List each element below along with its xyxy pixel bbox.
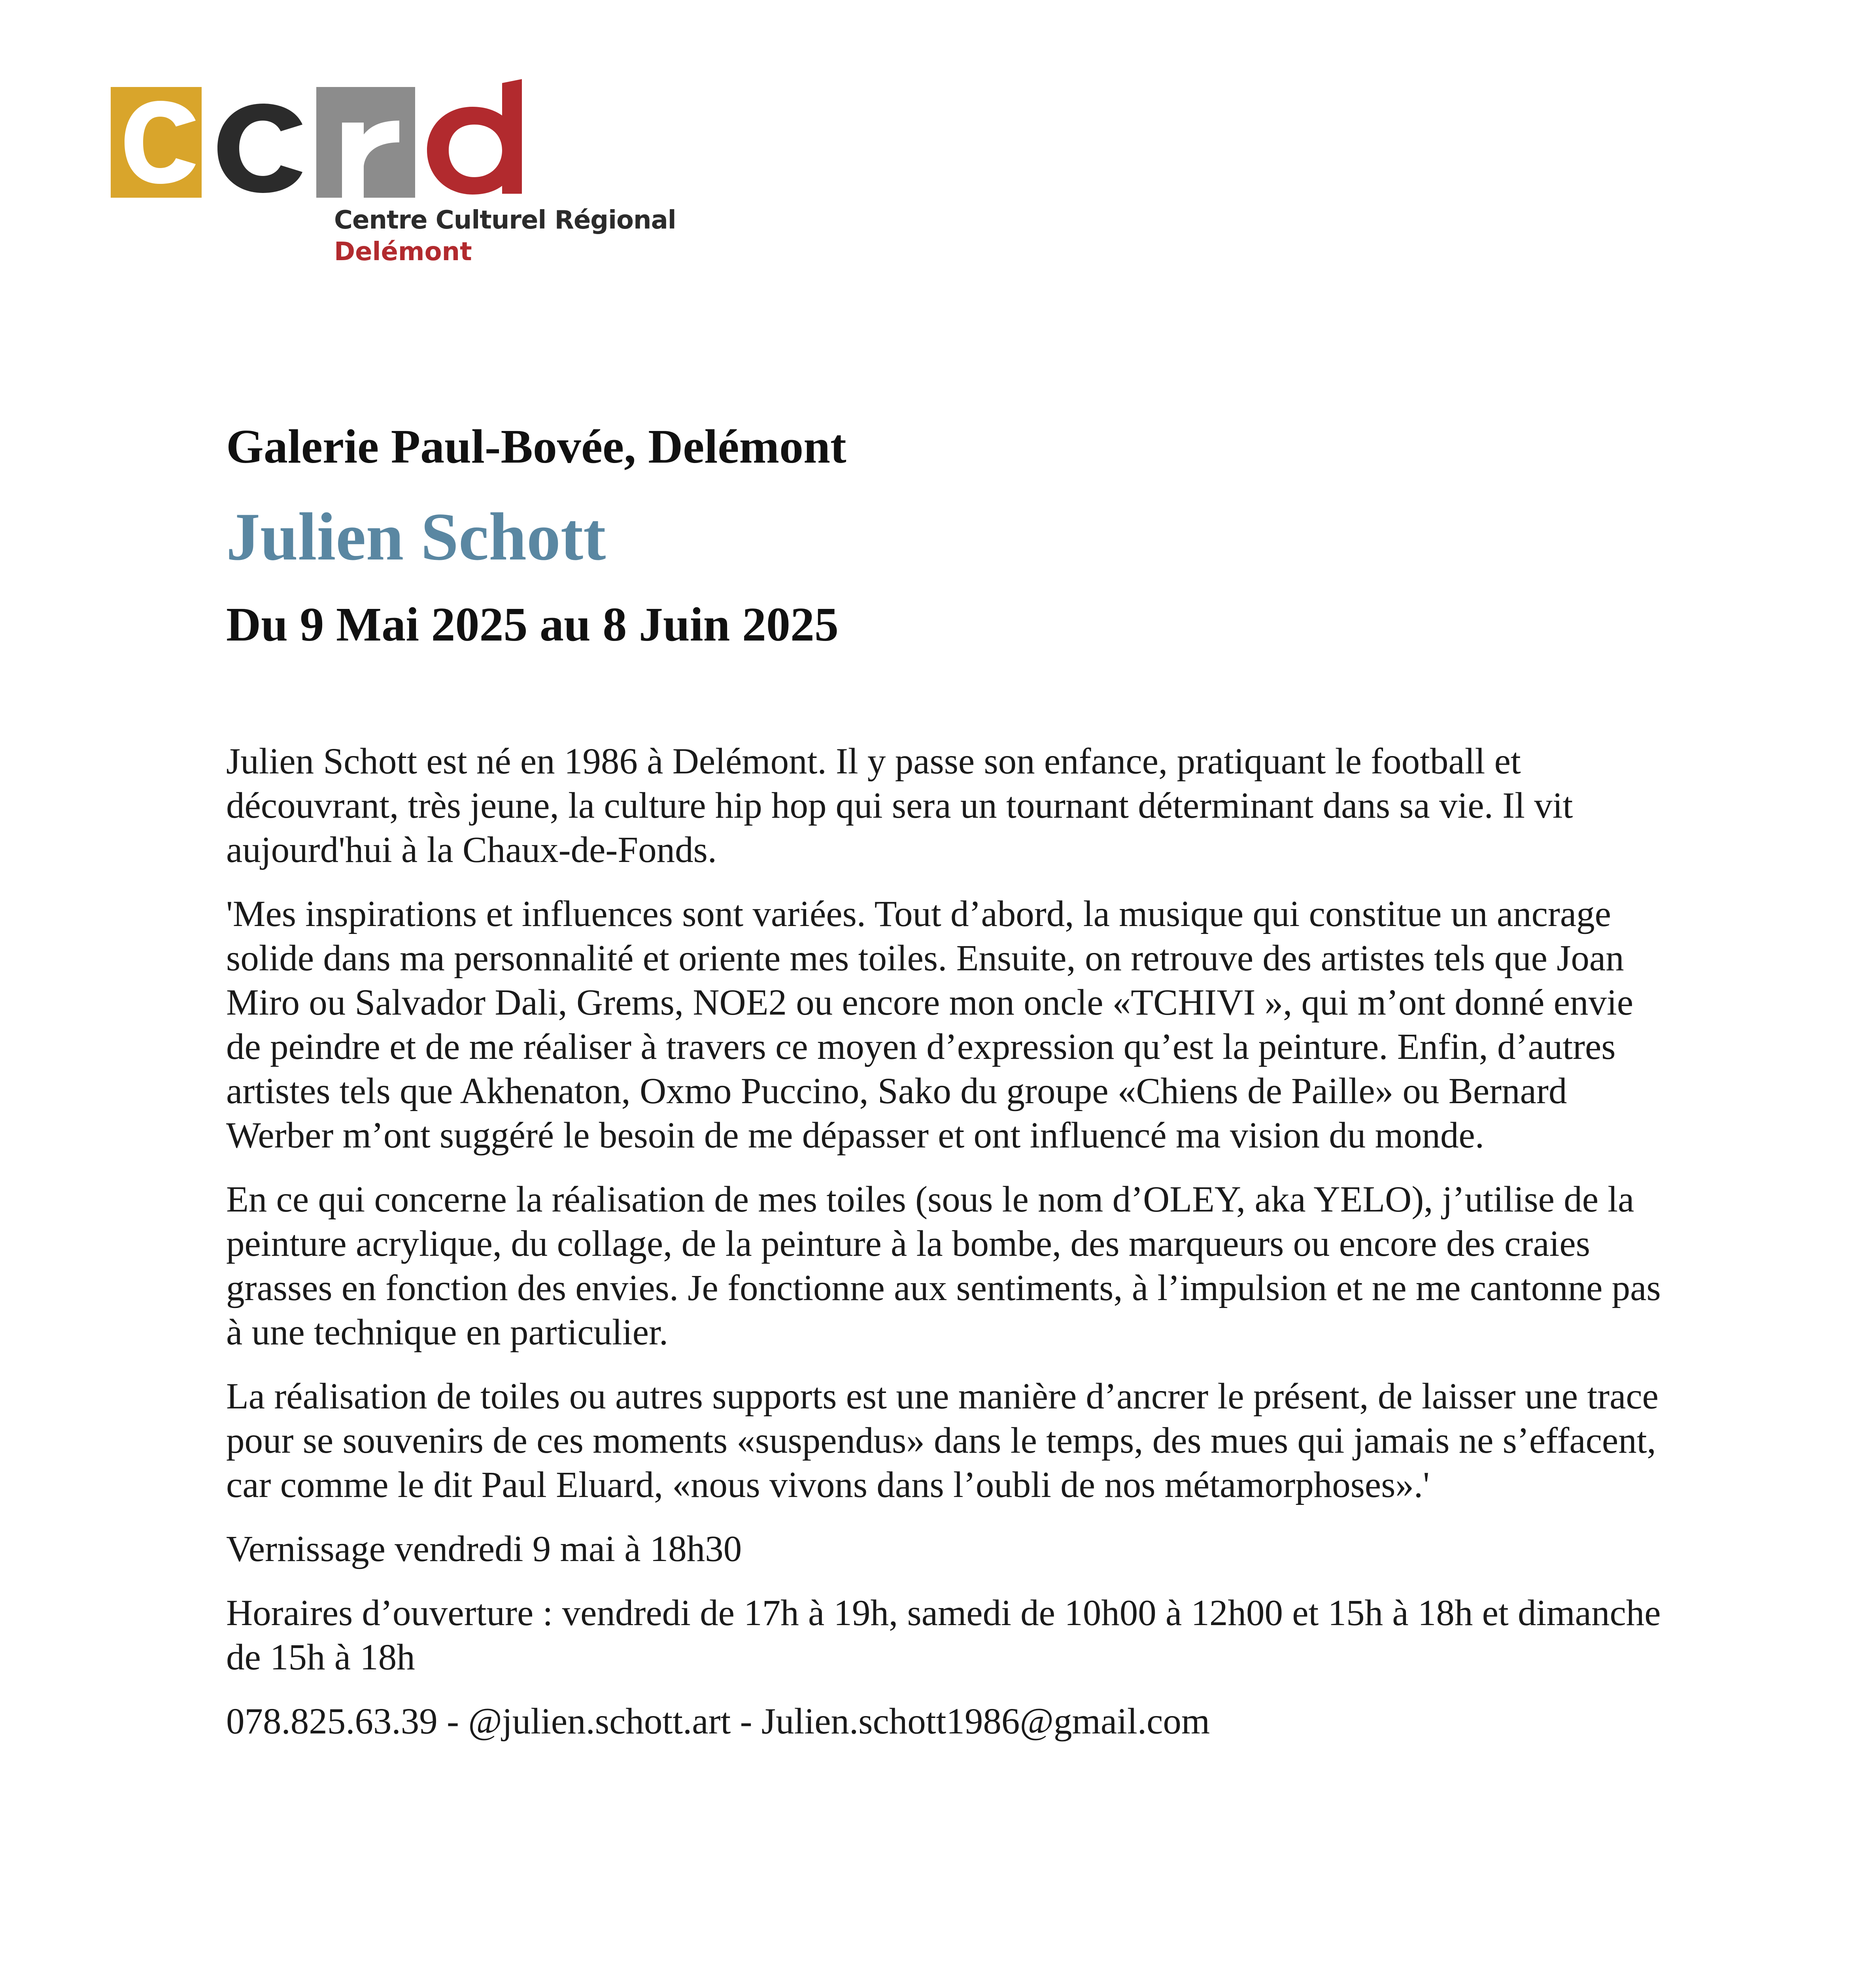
logo-letter-d bbox=[427, 79, 522, 195]
logo-letter-r bbox=[316, 87, 415, 198]
body-text bbox=[226, 739, 1673, 1763]
opening-hours: Horaires d’ouverture : vendredi de 17h à 19h, samedi de 10h00 à 12h00 et 15h à 18h et dimanche de 15h à 18h bbox=[226, 1593, 1661, 1678]
exhibition-dates: Du 9 Mai 2025 au 8 Juin 2025 bbox=[226, 598, 839, 651]
contact-info: 078.825.63.39 - @julien.schott.art - Julien.schott1986@gmail.com bbox=[226, 1701, 1210, 1742]
paragraph-bio: Julien Schott est né en 1986 à Delémont. Il y passe son enfance, pratiquant le football et découvrant, très jeune, la culture hip hop qui sera un tournant déterminant dans sa vie. Il vit aujourd'hui à la Chaux-de-Fonds. bbox=[226, 741, 1573, 870]
org-name: Centre Culturel Régional bbox=[334, 206, 676, 235]
paragraph-technique: En ce qui concerne la réalisation de mes toiles (sous le nom d’OLEY, aka YELO), j’utilise de la peinture acrylique, du collage, de la peinture à la bombe, des marqueurs ou encore des craies grasses en fonction des envies. Je fonctionne aux sentiments, à l’impulsion et ne me cantonne pas à une technique en particulier. bbox=[226, 1179, 1661, 1353]
logo-letter-c1 bbox=[111, 87, 202, 198]
logo-letter-c2 bbox=[210, 95, 308, 198]
vernissage-info: Vernissage vendredi 9 mai à 18h30 bbox=[226, 1529, 742, 1569]
venue-heading: Galerie Paul-Bovée, Delémont bbox=[226, 420, 846, 473]
org-city: Delémont bbox=[334, 237, 472, 266]
paragraph-inspirations: 'Mes inspirations et influences sont variées. Tout d’abord, la musique qui constitue un ancrage solide dans ma personnalité et oriente mes toiles. Ensuite, on retrouve des artistes tels que Joan Miro ou Salvador Dali, Grems, NOE2 ou encore mon oncle «TCHIVI », qui m’ont donné envie de peindre et de me réaliser à travers ce moyen d’expression qu’est la peinture. Enfin, d’autres artistes tels que Akhenaton, Oxmo Puccino, Sako du groupe «Chiens de Paille» ou Bernard Werber m’ont suggéré le besoin de me dépasser et ont influencé ma vision du monde. bbox=[226, 894, 1634, 1156]
paragraph-statement: La réalisation de toiles ou autres supports est une manière d’ancrer le présent, de laisser une trace pour se souvenirs de ces moments «suspendus» dans le temps, des mues qui jamais ne s’effacent, car comme le dit Paul Eluard, «nous vivons dans l’oubli de nos métamorphoses».' bbox=[226, 1376, 1659, 1505]
ccrd-logo bbox=[111, 79, 546, 206]
artist-title: Julien Schott bbox=[226, 499, 606, 575]
